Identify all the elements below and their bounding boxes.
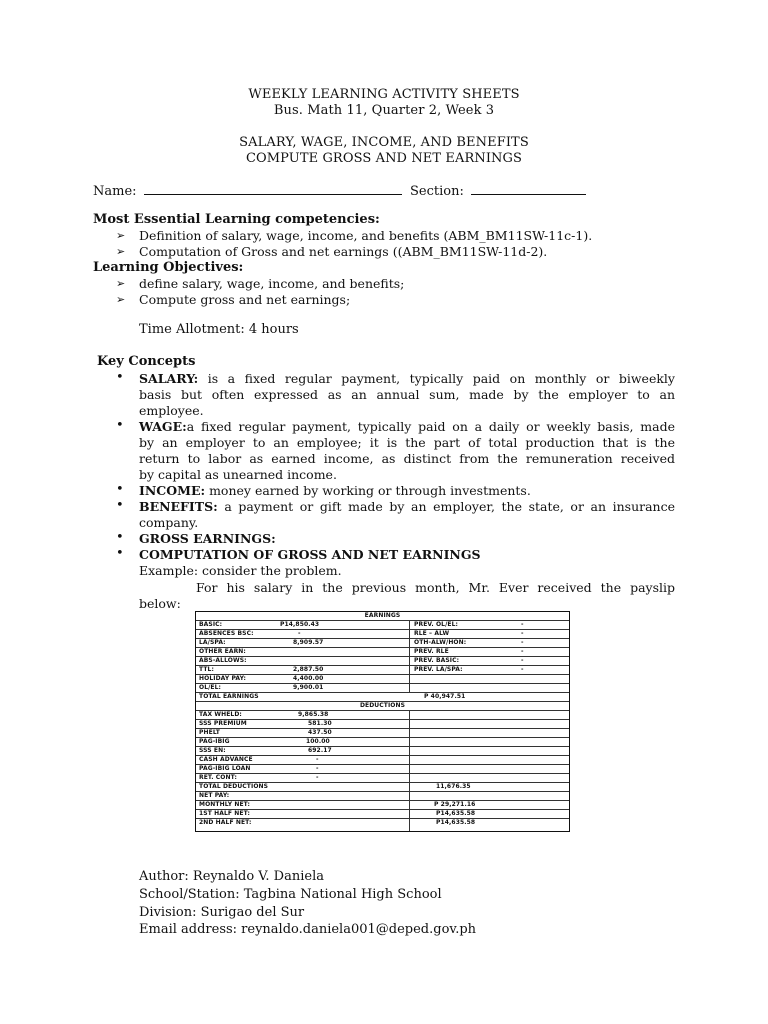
arrow-bullet-icon: ➢ [116, 293, 126, 306]
table-row [196, 630, 569, 639]
row-label: ABSENCES BSC: [199, 630, 254, 637]
row-value: P14,635.58 [436, 819, 476, 826]
row-label: OL/EL: [199, 684, 222, 691]
row-value: 11,676.35 [436, 783, 471, 790]
computation-heading: COMPUTATION OF GROSS AND NET EARNINGS [139, 547, 481, 562]
income-line: INCOME: money earned by working or through investments. [139, 483, 531, 498]
table-row [196, 675, 569, 684]
competencies-heading: Most Essential Learning competencies: [93, 212, 380, 227]
row-value: - [316, 774, 319, 781]
name-label: Name: [93, 184, 137, 199]
table-row [196, 720, 569, 729]
competency-item: Computation of Gross and net earnings ((ABM_BM11SW-11d-2). [139, 244, 548, 259]
gross-earnings-heading: GROSS EARNINGS: [139, 531, 276, 546]
row-value: P 40,947.51 [424, 693, 466, 700]
row-value: - [521, 657, 524, 664]
lesson-subtitle: COMPUTE GROSS AND NET EARNINGS [245, 151, 523, 166]
row-value: P14,635.58 [436, 810, 476, 817]
row-label: OTH-ALW/HON: [414, 639, 467, 646]
bullet-icon: • [116, 530, 124, 545]
table-row [196, 639, 569, 648]
row-label: LA/SPA: [199, 639, 226, 646]
deductions-header-row [196, 702, 569, 711]
row-label: RLE – ALW [414, 630, 450, 637]
row-value: - [521, 621, 524, 628]
row-label: PREV. RLE [414, 648, 449, 655]
table-row [196, 684, 569, 693]
table-row [196, 648, 569, 657]
table-row [196, 738, 569, 747]
row-value: 2,887.50 [293, 666, 324, 673]
row-value: - [521, 666, 524, 673]
section-field [410, 182, 586, 199]
objective-item: define salary, wage, income, and benefits; [139, 276, 405, 291]
sheet-title: WEEKLY LEARNING ACTIVITY SHEETS [248, 87, 520, 102]
net-pay-row [196, 792, 569, 801]
row-label: SSS EN: [199, 747, 226, 754]
key-concepts-heading: Key Concepts [97, 354, 196, 369]
example-text: For his salary in the previous month, Mr. Ever received the payslip [196, 580, 675, 595]
table-row [196, 729, 569, 738]
row-label: 1ST HALF NET: [199, 810, 250, 817]
wage-line-3: return to labor as earned income, as distinct from the remuneration received [139, 451, 675, 466]
table-row [196, 756, 569, 765]
row-label: PHELT [199, 729, 220, 736]
row-value: - [521, 639, 524, 646]
second-half-net-row [196, 819, 569, 827]
row-label: PAG-IBIG LOAN [199, 765, 251, 772]
objective-item: Compute gross and net earnings; [139, 292, 351, 307]
first-half-net-row [196, 810, 569, 819]
objectives-heading: Learning Objectives: [93, 260, 244, 275]
time-allotment: Time Allotment: 4 hours [139, 322, 299, 337]
bullet-icon: • [116, 498, 124, 513]
table-row [196, 621, 569, 630]
total-earnings-row [196, 693, 569, 702]
earnings-header: EARNINGS [364, 612, 401, 619]
row-label: SSS PREMIUM [199, 720, 247, 727]
monthly-net-row [196, 801, 569, 810]
row-label: MONTHLY NET: [199, 801, 251, 808]
bullet-icon: • [116, 370, 124, 385]
row-value: - [316, 756, 319, 763]
table-row [196, 711, 569, 720]
table-row [196, 666, 569, 675]
example-intro: Example: consider the problem. [139, 563, 342, 578]
bullet-icon: • [116, 482, 124, 497]
row-value: 9,865.38 [298, 711, 329, 718]
table-row [196, 747, 569, 756]
row-value: 8,909.57 [293, 639, 324, 646]
arrow-bullet-icon: ➢ [116, 277, 126, 290]
section-blank [471, 182, 586, 195]
row-value: 4,400.00 [293, 675, 324, 682]
wage-line-1: WAGE:a fixed regular payment, typically paid on a daily or weekly basis, made [139, 419, 675, 434]
row-label: OTHER EARN: [199, 648, 246, 655]
example-text-end: below: [139, 596, 181, 611]
column-divider [409, 621, 410, 693]
name-blank [144, 182, 402, 195]
school-line: School/Station: Tagbina National High School [139, 887, 442, 902]
arrow-bullet-icon: ➢ [116, 245, 126, 258]
row-value: - [298, 630, 301, 637]
row-value: 692.17 [308, 747, 332, 754]
row-label: BASIC: [199, 621, 223, 628]
author-line: Author: Reynaldo V. Daniela [139, 869, 324, 884]
row-label: PAG-IBIG [199, 738, 230, 745]
benefits-line-1: BENEFITS: a payment or gift made by an employer, the state, or an insurance [139, 499, 675, 514]
earnings-header-row [196, 612, 569, 621]
salary-line-2: basis but often expressed as an annual sum, made by the employer to an [139, 387, 675, 402]
row-label: TTL: [199, 666, 214, 673]
row-label: TOTAL DEDUCTIONS [199, 783, 269, 790]
row-label: 2ND HALF NET: [199, 819, 252, 826]
name-field [93, 182, 402, 199]
row-value: P 29,271.16 [434, 801, 476, 808]
salary-line-3: employee. [139, 403, 204, 418]
row-label: NET PAY: [199, 792, 230, 799]
table-row [196, 765, 569, 774]
row-value: 100.00 [306, 738, 330, 745]
row-label: ABS-ALLOWS: [199, 657, 247, 664]
payslip-table [195, 611, 570, 832]
row-value: 9,900.01 [293, 684, 324, 691]
row-value: - [521, 648, 524, 655]
row-label: HOLIDAY PAY: [199, 675, 246, 682]
row-value: 581.30 [308, 720, 332, 727]
lesson-title: SALARY, WAGE, INCOME, AND BENEFITS [239, 135, 529, 150]
row-value: - [521, 630, 524, 637]
benefits-line-2: company. [139, 515, 199, 530]
email-line: Email address: reynaldo.daniela001@deped.gov.ph [139, 922, 477, 937]
salary-line-1: SALARY: is a fixed regular payment, typically paid on monthly or biweekly [139, 371, 675, 386]
row-label: PREV. BASIC: [414, 657, 460, 664]
column-divider [409, 711, 410, 831]
table-row [196, 774, 569, 783]
row-value: P14,850.43 [280, 621, 320, 628]
row-label: RET. CONT: [199, 774, 237, 781]
row-label: PREV. OL/EL: [414, 621, 458, 628]
bullet-icon: • [116, 418, 124, 433]
competency-item: Definition of salary, wage, income, and benefits (ABM_BM11SW-11c-1). [139, 228, 593, 243]
table-row [196, 657, 569, 666]
wage-line-2: by an employer to an employee; it is the part of total production that is the [139, 435, 675, 450]
division-line: Division: Surigao del Sur [139, 905, 305, 920]
row-value: - [316, 765, 319, 772]
row-value: 437.50 [308, 729, 332, 736]
arrow-bullet-icon: ➢ [116, 229, 126, 242]
deductions-header: DEDUCTIONS [359, 702, 406, 709]
wage-line-4: by capital as unearned income. [139, 467, 337, 482]
row-label: CASH ADVANCE [199, 756, 253, 763]
sheet-subject: Bus. Math 11, Quarter 2, Week 3 [273, 103, 495, 118]
row-label: TOTAL EARNINGS [199, 693, 259, 700]
section-label: Section: [410, 184, 464, 199]
bullet-icon: • [116, 546, 124, 561]
total-deductions-row [196, 783, 569, 792]
row-label: PREV. LA/SPA: [414, 666, 463, 673]
row-label: TAX WHELD: [199, 711, 242, 718]
